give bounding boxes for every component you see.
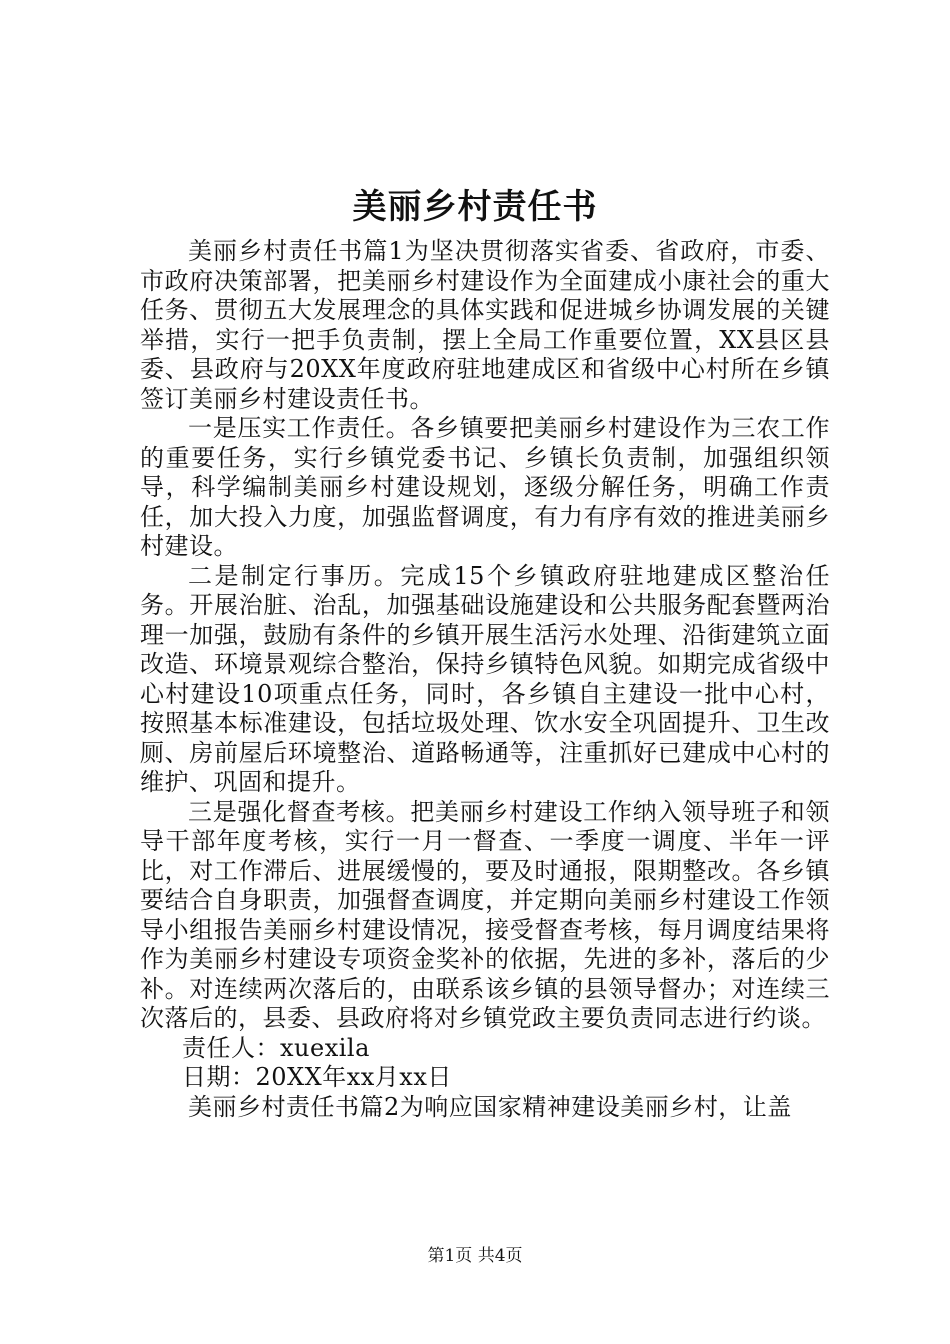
paragraph-responsibility: 一是压实工作责任。各乡镇要把美丽乡村建设作为三农工作的重要任务，实行乡镇党委书记、乡镇长负责制，加强组织领导，科学编制美丽乡村建设规划，逐级分解任务，明确工作责任，加大投入力度，加强监督调度，有力有序有效的推进美丽乡村建设。 [140, 414, 830, 560]
signing-date: 日期：20XX年xx月xx日 [182, 1063, 452, 1091]
document-title: 美丽乡村责任书 [352, 187, 598, 227]
paragraph-intro: 美丽乡村责任书篇1为坚决贯彻落实省委、省政府，市委、市政府决策部署，把美丽乡村建设作为全面建成小康社会的重大任务、贯彻五大发展理念的具体实践和促进城乡协调发展的关键举措，实行一把手负责制，摆上全局工作重要位置，XX县区县委、县政府与20XX年度政府驻地建成区和省级中心村所在乡镇签订美丽乡村建设责任书。 [140, 237, 830, 413]
paragraph-inspection: 三是强化督查考核。把美丽乡村建设工作纳入领导班子和领导干部年度考核，实行一月一督查、一季度一调度、半年一评比，对工作滞后、进展缓慢的，要及时通报，限期整改。各乡镇要结合自身职责，加强督查调度，并定期向美丽乡村建设工作领导小组报告美丽乡村建设情况，接受督查考核，每月调度结果将作为美丽乡村建设专项资金奖补的依据，先进的多补，落后的少补。对连续两次落后的，由联系该乡镇的县领导督办；对连续三次落后的，县委、县政府将对乡镇党政主要负责同志进行约谈。 [140, 797, 830, 1032]
paragraph-next-section: 美丽乡村责任书篇2为响应国家精神建设美丽乡村，让盖 [188, 1092, 792, 1121]
responsible-person: 责任人：xuexila [182, 1033, 370, 1062]
page-number: 第1页 共4页 [427, 1246, 523, 1266]
document-body [140, 237, 830, 1122]
paragraph-schedule: 二是制定行事历。完成15个乡镇政府驻地建成区整治任务。开展治脏、治乱，加强基础设施建设和公共服务配套暨两治理一加强，鼓励有条件的乡镇开展生活污水处理、沿街建筑立面改造、环境景观综合整治，保持乡镇特色风貌。如期完成省级中心村建设10项重点任务，同时，各乡镇自主建设一批中心村，按照基本标准建设，包括垃圾处理、饮水安全巩固提升、卫生改厕、房前屋后环境整治、道路畅通等，注重抓好已建成中心村的维护、巩固和提升。 [140, 561, 830, 796]
